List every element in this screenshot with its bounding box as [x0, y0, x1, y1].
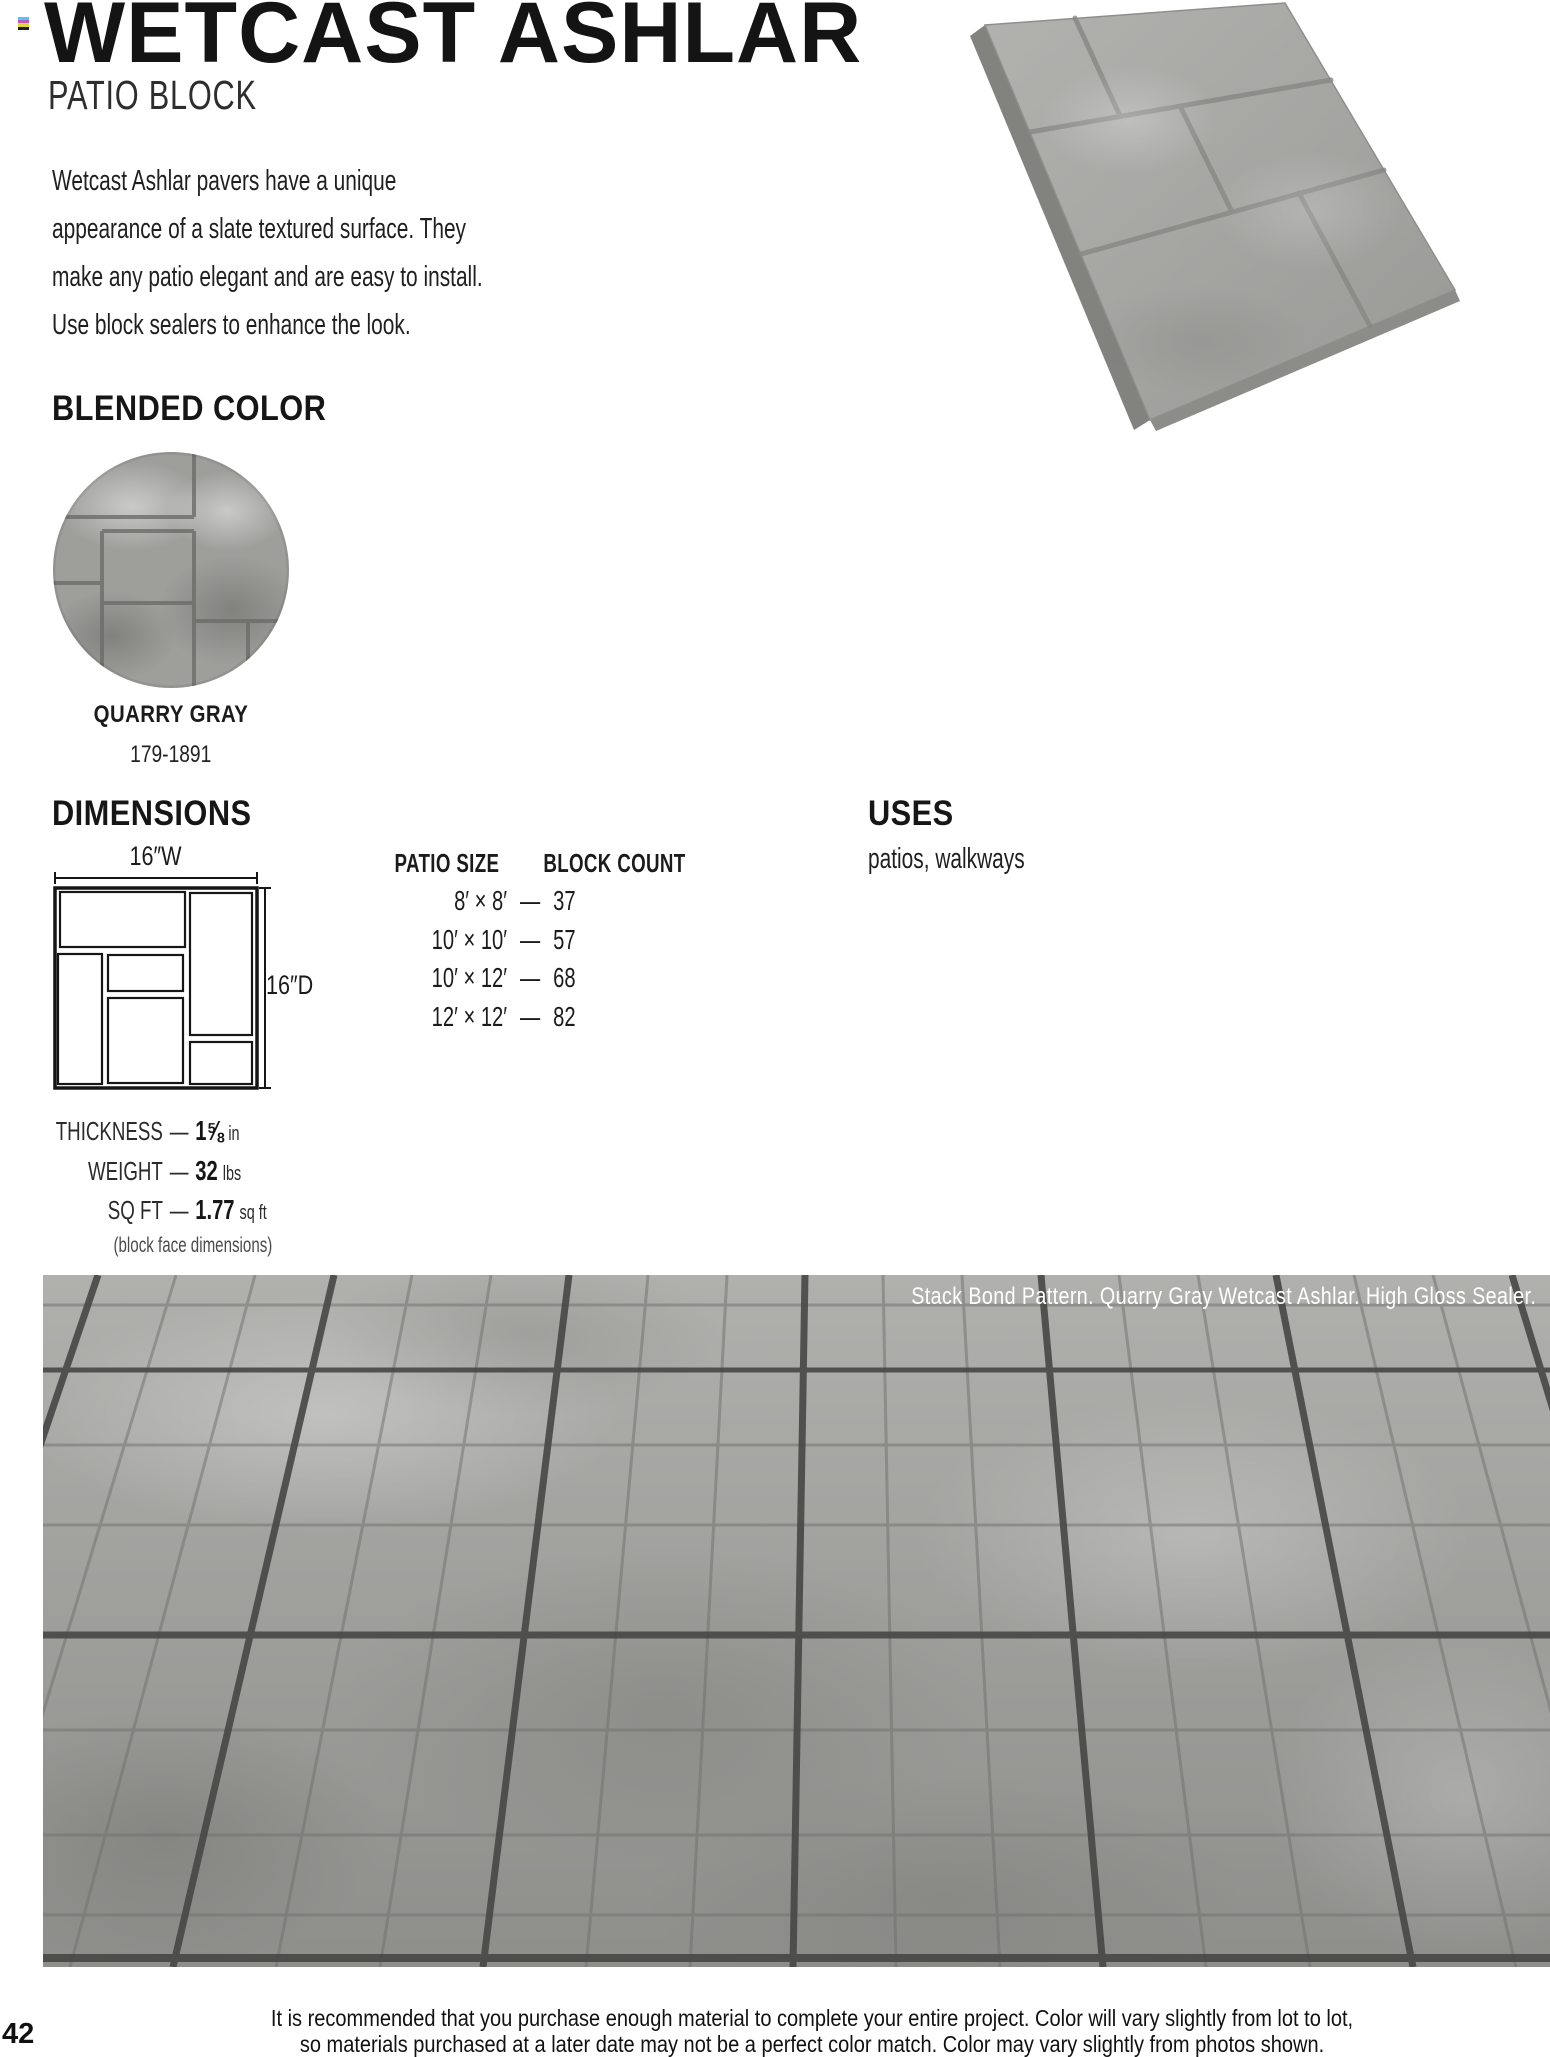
footer-line: It is recommended that you purchase enough material to complete your entire project. Color will vary slightly from lot to lot,	[270, 2005, 1354, 2031]
footer-line: so materials purchased at a later date may not be a perfect color match. Color may vary slightly from photos shown.	[299, 2030, 1325, 2057]
dash: —	[520, 1000, 541, 1032]
table-row	[340, 959, 686, 998]
description-line: make any patio elegant and are easy to install.	[52, 261, 483, 293]
paver-highlight	[1215, 150, 1405, 270]
header-patio-size: PATIO SIZE	[394, 848, 500, 878]
description-line: Use block sealers to enhance the look.	[52, 309, 411, 341]
dash: —	[169, 1155, 189, 1186]
swatch-color-name: QUARRY GRAY	[93, 701, 249, 728]
spec-row-sqft	[52, 1192, 290, 1232]
paver-shadow	[1090, 285, 1310, 395]
spec-label: THICKNESS	[55, 1116, 163, 1146]
dimensions-heading: DIMENSIONS	[52, 794, 252, 833]
block-dimension-diagram	[40, 840, 290, 1110]
uses-heading: USES	[868, 794, 954, 833]
table-header-row	[340, 849, 686, 877]
uses-text: patios, walkways	[868, 843, 1025, 875]
spec-value: 1⅝	[195, 1115, 224, 1146]
spec-row-weight	[52, 1153, 290, 1193]
patio-size-value: 12′ × 12′	[431, 1000, 508, 1032]
spec-unit: in	[228, 1123, 240, 1145]
block-count-value: 37	[553, 885, 576, 916]
dash: —	[520, 923, 541, 955]
block-count-value: 82	[553, 1000, 576, 1032]
table-row	[340, 921, 686, 960]
dash: —	[169, 1195, 189, 1225]
patio-photo-rendering	[43, 1275, 1550, 1967]
footer-disclaimer	[74, 2006, 1550, 2057]
description-line: Wetcast Ashlar pavers have a unique	[52, 165, 397, 197]
page-number: 42	[2, 2018, 35, 2050]
dash: —	[520, 885, 541, 916]
page-title: WETCAST ASHLAR	[44, 0, 863, 81]
ashlar-pattern-rects	[58, 892, 252, 1084]
print-color-bar-mark	[18, 17, 29, 30]
blended-color-heading: BLENDED COLOR	[52, 389, 327, 428]
width-dimension-label: 16″W	[129, 841, 183, 871]
table-row	[340, 998, 686, 1037]
header-block-count: BLOCK COUNT	[543, 848, 686, 878]
spec-row-thickness	[52, 1113, 290, 1153]
header-spacer	[499, 849, 543, 877]
spec-note: (block face dimensions)	[113, 1233, 273, 1257]
patio-photo	[43, 1275, 1550, 1967]
spec-label: SQ FT	[107, 1195, 163, 1225]
swatch-item-number: 179-1891	[130, 741, 212, 768]
spec-label: WEIGHT	[88, 1155, 163, 1186]
dash: —	[169, 1116, 189, 1146]
product-description	[52, 157, 483, 349]
spec-value: 1.77	[195, 1194, 235, 1225]
paver-highlight	[1040, 65, 1220, 175]
width-measure-line	[55, 872, 257, 884]
spec-list	[52, 1113, 290, 1258]
photo-caption: Stack Bond Pattern. Quarry Gray Wetcast Ashlar. High Gloss Sealer.	[910, 1283, 1536, 1310]
product-paver-image	[950, 0, 1470, 440]
page-subtitle: PATIO BLOCK	[48, 72, 257, 118]
spec-value: 32	[195, 1154, 218, 1186]
patio-size-table	[340, 849, 686, 1036]
dash: —	[520, 962, 541, 993]
patio-size-value: 8′ × 8′	[454, 885, 508, 916]
spec-unit: lbs	[222, 1162, 242, 1185]
black-stripe	[18, 27, 29, 30]
description-line: appearance of a slate textured surface. They	[52, 213, 467, 245]
depth-dimension-label: 16″D	[266, 970, 314, 1000]
table-row	[340, 882, 686, 921]
block-count-value: 68	[553, 962, 576, 993]
block-count-value: 57	[553, 923, 576, 955]
patio-size-value: 10′ × 10′	[431, 923, 508, 955]
spec-unit: sq ft	[239, 1202, 267, 1224]
patio-size-value: 10′ × 12′	[431, 962, 508, 993]
color-swatch-quarry-gray	[52, 451, 290, 689]
